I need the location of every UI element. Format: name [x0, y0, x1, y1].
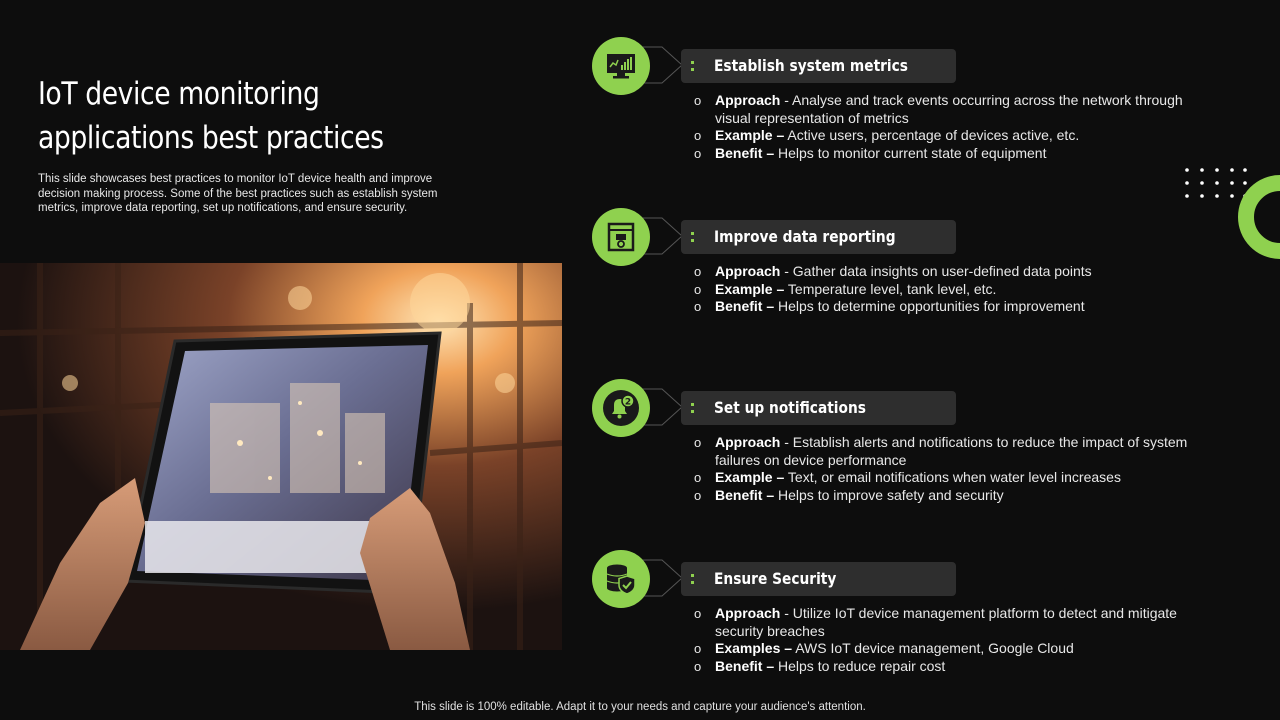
step-header — [681, 562, 956, 596]
report-window-icon — [592, 208, 650, 266]
bullet-approach: o Approach - Analyse and track events occurring across the network through visual representation of metrics — [687, 92, 1222, 127]
header-dot-marker — [691, 61, 697, 71]
bullet-approach: o Approach - Establish alerts and notifications to reduce the impact of system failures on device performance — [687, 434, 1222, 469]
tablet-industrial-photo — [0, 263, 562, 650]
header-dot-marker — [691, 232, 697, 242]
step-heading: Improve data reporting — [714, 227, 896, 246]
bullet-benefit: o Benefit – Helps to monitor current state of equipment — [687, 145, 1222, 163]
step-heading: Set up notifications — [714, 398, 866, 417]
bullet-benefit: o Benefit – Helps to improve safety and security — [687, 487, 1222, 505]
header-dot-marker — [691, 403, 697, 413]
notification-count-badge: 2 — [624, 397, 632, 408]
bullet-example: o Examples – AWS IoT device management, Google Cloud — [687, 640, 1222, 658]
bullet-approach: o Approach - Gather data insights on user-defined data points — [687, 263, 1222, 281]
step-heading: Ensure Security — [714, 569, 837, 588]
step-bullets — [687, 605, 1222, 675]
bullet-approach: o Approach - Utilize IoT device management platform to detect and mitigate security breaches — [687, 605, 1222, 640]
dashboard-chart-icon — [592, 37, 650, 95]
step-bullets — [687, 434, 1222, 504]
slide-title: IoT device monitoring applications best practices — [38, 76, 384, 156]
step-header — [681, 49, 956, 83]
step-header — [681, 220, 956, 254]
bullet-example: o Example – Text, or email notifications when water level increases — [687, 469, 1222, 487]
notification-bell-icon — [592, 379, 650, 437]
secure-database-icon — [592, 550, 650, 608]
bullet-benefit: o Benefit – Helps to determine opportunities for improvement — [687, 298, 1222, 316]
step-bullets — [687, 92, 1222, 162]
decorative-green-ring — [1236, 174, 1280, 260]
slide-description: This slide showcases best practices to monitor IoT device health and improve decision making process. Some of the best practices such as establish system metrics, improve data reporting, set up notifications, and ensure security. — [38, 173, 438, 214]
bullet-benefit: o Benefit – Helps to reduce repair cost — [687, 658, 1222, 676]
bullet-example: o Example – Temperature level, tank level, etc. — [687, 281, 1222, 299]
step-bullets — [687, 263, 1222, 316]
step-heading: Establish system metrics — [714, 56, 908, 75]
step-header — [681, 391, 956, 425]
header-dot-marker — [691, 574, 697, 584]
footer-note: This slide is 100% editable. Adapt it to your needs and capture your audience's attention. — [414, 701, 866, 713]
bullet-example: o Example – Active users, percentage of devices active, etc. — [687, 127, 1222, 145]
